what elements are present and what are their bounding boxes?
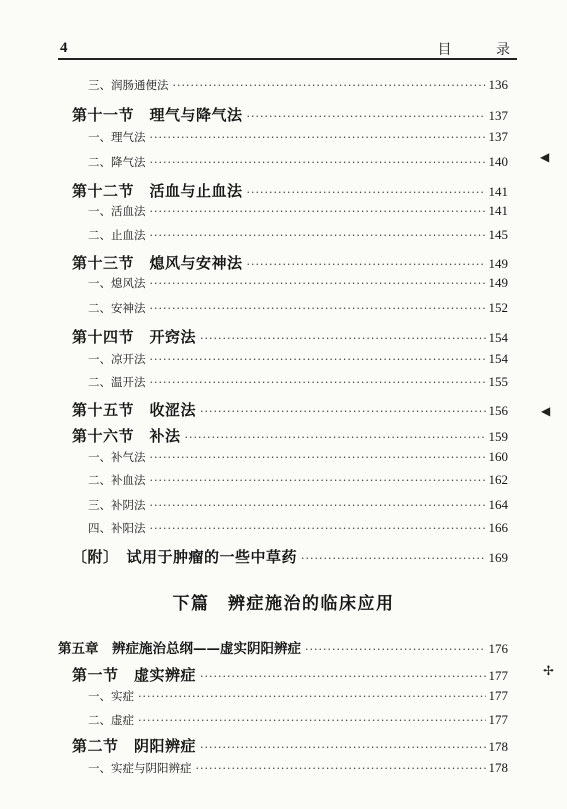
toc-entry — [88, 688, 508, 704]
toc-entry-page: 149 — [488, 256, 508, 271]
toc-entry — [72, 104, 508, 125]
toc-entry-page: 137 — [488, 129, 508, 144]
toc-entry-page: 176 — [488, 641, 508, 656]
toc-entry-label: 四、补阳法 — [88, 521, 146, 535]
toc-entry — [88, 374, 508, 390]
dot-leader — [200, 741, 485, 754]
toc-entry-page: 178 — [488, 760, 508, 775]
toc-entry — [88, 520, 508, 536]
toc-entry-page: 141 — [488, 184, 508, 199]
toc-entry-label: 第十一节 理气与降气法 — [72, 106, 243, 124]
toc-entry-page: 177 — [488, 668, 508, 683]
toc-entry — [88, 129, 508, 145]
toc-entry-label: 一、凉开法 — [88, 352, 146, 366]
toc-entry-page: 177 — [488, 688, 508, 703]
dot-leader — [138, 714, 486, 727]
toc-entry-label: 〔附〕 试用于肿瘤的一些中草药 — [72, 548, 298, 566]
toc-entry — [72, 425, 508, 446]
toc-entry-page: 178 — [488, 739, 508, 754]
dot-leader — [301, 552, 485, 565]
dot-leader — [150, 474, 486, 487]
toc-entry-page: 141 — [488, 203, 508, 218]
toc-entry-page: 154 — [488, 351, 508, 366]
toc-entry-label: 一、实症 — [88, 689, 134, 703]
toc-entry — [72, 399, 508, 420]
dot-leader — [150, 522, 486, 535]
toc-entry-page: 154 — [488, 330, 508, 345]
toc-entry — [72, 180, 508, 201]
part-title: 下篇 辨症施治的临床应用 — [172, 594, 395, 614]
dot-leader — [200, 405, 485, 418]
toc-entry-label: 二、虚症 — [88, 713, 134, 727]
toc-entry-label: 一、补气法 — [88, 450, 146, 464]
toc-entry-label: 二、止血法 — [88, 228, 146, 242]
toc-entry-label: 第五章 辨症施治总纲——虚实阴阳辨症 — [58, 641, 301, 657]
dot-leader — [247, 110, 486, 123]
toc-entry-label: 二、安神法 — [88, 301, 146, 315]
margin-speck-mark: ✢ — [543, 664, 554, 679]
toc-entry-label: 三、补阴法 — [88, 498, 146, 512]
toc-entry-label: 一、熄风法 — [88, 276, 146, 290]
toc-entry — [88, 300, 508, 316]
toc-entry-label: 二、降气法 — [88, 155, 146, 169]
toc-entry-label: 一、理气法 — [88, 130, 146, 144]
toc-entry-label: 第十二节 活血与止血法 — [72, 182, 243, 200]
toc-entry-page: 140 — [488, 154, 508, 169]
dot-leader — [150, 353, 486, 366]
toc-entry — [72, 252, 508, 273]
margin-arrow-mark: ◀ — [541, 404, 551, 418]
toc-entry-page: 169 — [488, 550, 508, 565]
toc-entry-label: 第十四节 开窍法 — [72, 328, 197, 346]
toc-entry — [88, 449, 508, 465]
toc-entry-label: 第二节 阴阳辨症 — [72, 737, 197, 755]
toc-entry — [88, 760, 508, 776]
toc-entry-label: 一、实症与阴阳辨症 — [88, 761, 192, 775]
toc-entry — [88, 351, 508, 367]
toc-entry-page: 166 — [488, 520, 508, 535]
toc-entry-page: 160 — [488, 449, 508, 464]
toc-entry-page: 159 — [488, 429, 508, 444]
toc-entry — [58, 637, 508, 657]
dot-leader — [150, 156, 486, 169]
toc-entry-page: 152 — [488, 300, 508, 315]
toc-entry-page: 164 — [488, 497, 508, 512]
dot-leader — [200, 332, 485, 345]
dot-leader — [150, 229, 486, 242]
toc-entry-label: 三、润肠通便法 — [88, 78, 169, 92]
running-title: 目 录 — [437, 42, 530, 58]
dot-leader — [196, 762, 486, 775]
page-header — [60, 38, 530, 58]
toc-entry — [72, 546, 508, 567]
toc-entry — [88, 203, 508, 219]
toc-entry-page: 177 — [488, 712, 508, 727]
dot-leader — [200, 670, 485, 683]
toc-entry — [72, 664, 508, 685]
toc-entry — [88, 77, 508, 93]
toc-entry-label: 一、活血法 — [88, 204, 146, 218]
page-number: 4 — [60, 40, 68, 56]
dot-leader — [150, 205, 486, 218]
toc-entry-page: 145 — [488, 227, 508, 242]
dot-leader — [150, 302, 486, 315]
dot-leader — [150, 277, 486, 290]
toc-entry-page: 155 — [488, 374, 508, 389]
toc-entry — [88, 712, 508, 728]
toc-entry — [88, 497, 508, 513]
toc-entry-label: 第十五节 收涩法 — [72, 401, 197, 419]
toc-entry-label: 第一节 虚实辨症 — [72, 666, 197, 684]
toc-entry-page: 137 — [488, 108, 508, 123]
toc-entry-page: 149 — [488, 275, 508, 290]
dot-leader — [247, 186, 486, 199]
toc-entry — [88, 472, 508, 488]
toc-entry — [88, 227, 508, 243]
toc-entry — [72, 326, 508, 347]
toc-entry-page: 162 — [488, 472, 508, 487]
toc-entry-page: 136 — [488, 77, 508, 92]
dot-leader — [150, 499, 486, 512]
margin-arrow-mark: ◀ — [540, 150, 550, 164]
dot-leader — [150, 451, 486, 464]
toc-entry — [88, 275, 508, 291]
dot-leader — [150, 376, 486, 389]
dot-leader — [185, 431, 486, 444]
toc-entry-label: 二、温开法 — [88, 375, 146, 389]
toc-entry-label: 二、补血法 — [88, 473, 146, 487]
toc-entry-label: 第十六节 补法 — [72, 427, 181, 445]
toc-entry — [72, 735, 508, 756]
header-rule — [58, 58, 517, 60]
dot-leader — [150, 131, 486, 144]
dot-leader — [138, 690, 486, 703]
toc-entry — [88, 154, 508, 170]
toc-entry-label: 第十三节 熄风与安神法 — [72, 254, 243, 272]
dot-leader — [173, 79, 486, 92]
dot-leader — [305, 643, 486, 656]
dot-leader — [247, 258, 486, 271]
toc-entry-page: 156 — [488, 403, 508, 418]
